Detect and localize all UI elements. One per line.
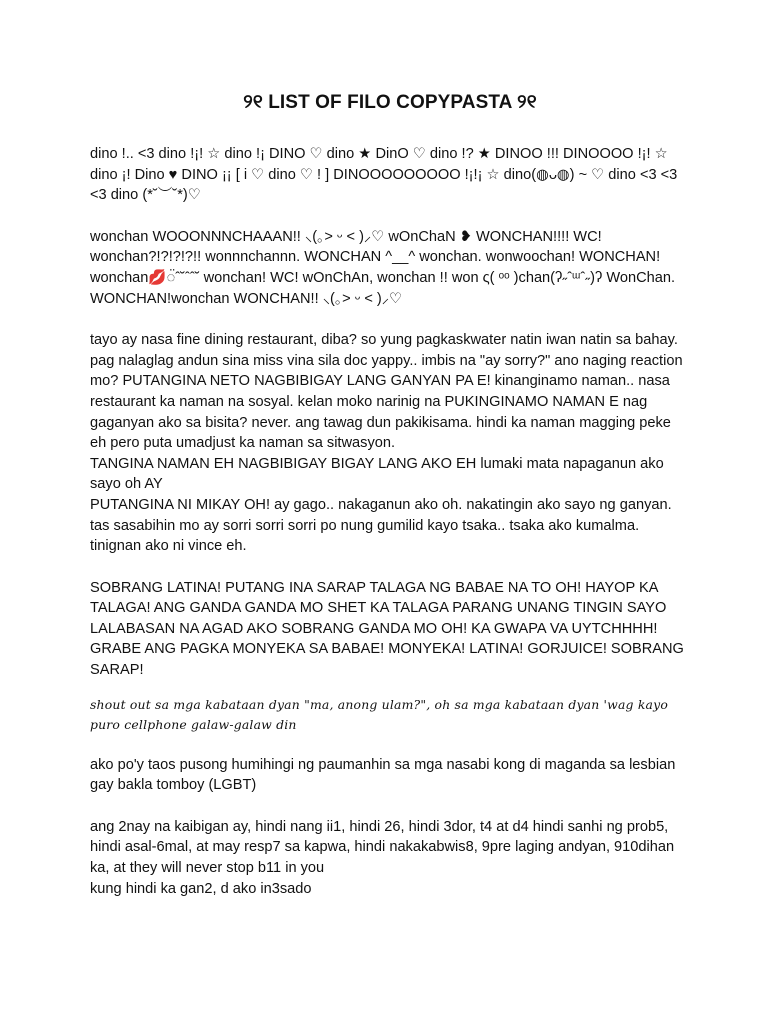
paragraph-gan2: kung hindi ka gan2, d ako in3sado xyxy=(90,880,312,897)
paragraph-kaibigan: ang 2nay na kaibigan ay, hindi nang ii1, hindi 26, hindi 3dor, t4 at d4 hindi sanhi ng prob5, hindi asal-6mal, at may resp7 sa kapwa, hindi nakakabwis8, 9pre laging andyan, 910dihan ka, at they will never stop b11 in you xyxy=(90,818,675,877)
spacer xyxy=(90,206,690,227)
spacer xyxy=(90,796,690,817)
paragraph-latina: SOBRANG LATINA! PUTANG INA SARAP TALAGA NG BABAE NA TO OH! HAYOP KA TALAGA! ANG GANDA GANDA MO SHET KA TALAGA PARANG UNANG TINGIN SAYO LALABASAN NA AGAD AKO SOBRANG GANDA MO OH! KA GWAPA VA UYTCHHHH! GRABE ANG PAGKA MONYEKA SA BABAE! MONYEKA! LATINA! GORJUICE! SOBRANG SARAP! xyxy=(90,579,684,679)
document-title: ୨୧ LIST OF FILO COPYPASTA ୨୧ xyxy=(243,92,537,113)
spacer xyxy=(90,309,690,330)
document-page xyxy=(90,92,690,899)
paragraph-tayo: tayo ay nasa fine dining restaurant, diba? so yung pagkaskwater natin iwan natin sa bahay. pag nalaglag andun sina miss vina sila doc yappy.. imbis na "ay sorry?" ano naging reaction mo? PUTANGINA NETO NAGBIBIGAY LANG GANYAN PA E! kinanginamo naman.. nasa restaurant ka naman na sosyal. kelan moko narinig na PUKINGINAMO NAMAN E nag gaganyan ako sa bisita? never. ang tawag dun pakikisama. hindi ka naman magging peke eh pero puta umadjust ka naman sa sitwasyon. xyxy=(90,332,683,452)
paragraph-tangina: TANGINA NAMAN EH NAGBIBIGAY BIGAY LANG AKO EH lumaki mata napaganun ako sayo oh AY xyxy=(90,455,664,493)
paragraph-shoutout: shout out sa mga kabataan dyan "ma, anong ulam?", oh sa mga kabataan dyan 'wag kayo puro cellphone galaw-galaw din xyxy=(90,696,668,732)
spacer xyxy=(90,681,690,695)
spacer xyxy=(90,557,690,578)
paragraph-dino: dino !.. <3 dino !¡! ☆ dino !¡ DINO ♡ dino ★ DinO ♡ dino !? ★ DINOO !!! DINOOOO !¡! ☆ dino ¡! Dino ♥ DINO ¡¡ [ i ♡ dino ♡ ! ] DINOOOOOOOOO !¡!¡ ☆ dino(◍ᴗ◍) ~ ♡ dino <3 <3 <3 dino (*˘︶˘*)♡ xyxy=(90,146,678,204)
paragraph-mikay: PUTANGINA NI MIKAY OH! ay gago.. nakaganun ako oh. nakatingin ako sayo ng ganyan. tas sasabihin mo ay sorri sorri sorri po nung gumilid kayo tsaka.. tsaka ako kumalma. tinignan ako ni vince eh. xyxy=(90,496,672,555)
spacer xyxy=(90,735,690,755)
paragraph-apology: ako po'y taos pusong humihingi ng paumanhin sa mga nasabi kong di maganda sa lesbian gay bakla tomboy (LGBT) xyxy=(90,756,676,794)
paragraph-wonchan: wonchan WOOONNNCHAAAN!! ⸜(｡> ᵕ < )⸝♡ wOnChaN ❥ WONCHAN!!!! WC! wonchan?!?!?!?!! wonnnchannn. WONCHAN ^__^ wonchan. wonwoochan! WONCHAN! wonchan💋◌̈ˆ˘ˆˆ˘ wonchan! WC! wOnChAn, wonchan !! won ς( ᵒᵒ )chan(ʔ˶ˆᵚˆ˶)ʔ WonChan. WONCHAN!wonchan WONCHAN!! ⸜(｡> ᵕ < )⸝♡ xyxy=(90,228,676,307)
